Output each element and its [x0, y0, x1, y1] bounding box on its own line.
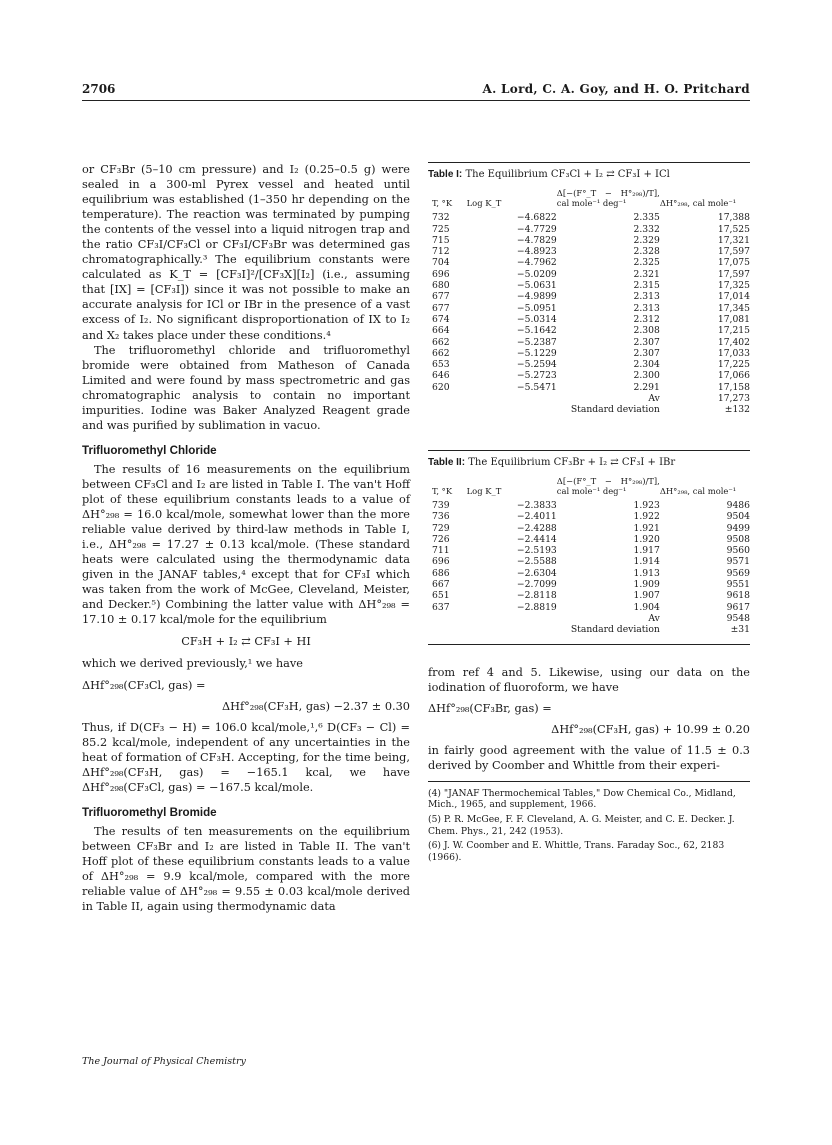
section-heading-bromide: Trifluoromethyl Bromide — [82, 805, 217, 819]
table-row — [428, 590, 750, 601]
table-cell: 1.914 — [633, 556, 660, 568]
reference-item: (5) P. R. McGee, F. F. Cleveland, A. G. Meister, and C. E. Decker. J. Chem. Phys., 21, 242 (1953). — [428, 813, 735, 837]
table-cell: 677 — [432, 302, 450, 314]
paragraph: from ref 4 and 5. Likewise, using our data on the iodination of fluoroform, we have — [428, 665, 750, 694]
equation-line: ΔHf°₂₉₈(CF₃H, gas) −2.37 ± 0.30 — [221, 699, 410, 713]
table-cell: 664 — [432, 325, 450, 337]
table-row — [428, 314, 750, 325]
table-cell: 17,158 — [717, 381, 750, 393]
table-cell: 2.291 — [633, 381, 660, 393]
table-cell: 17,321 — [717, 234, 750, 246]
table-cell: −4.6822 — [516, 212, 557, 224]
references — [428, 788, 750, 864]
table-cell: 2.307 — [633, 336, 660, 348]
table-cell: 17,325 — [717, 280, 750, 292]
column-header: Δ[−(F°_T − H°₂₉₈)/T], cal mole⁻¹ deg⁻¹ — [556, 188, 660, 209]
column-header: Log K_T — [466, 198, 502, 209]
table-cell: −2.3833 — [516, 499, 557, 511]
column-header: ΔH°₂₉₈, cal mole⁻¹ — [659, 198, 737, 209]
table-cell: 17,345 — [717, 302, 750, 314]
table-cell: 696 — [432, 268, 450, 280]
table-cell: 17,081 — [717, 313, 750, 325]
table-row — [428, 235, 750, 246]
paragraph: or CF₃Br (5–10 cm pressure) and I₂ (0.25–0.5 g) were sealed in a 300-ml Pyrex vessel and heated until equilibrium was established (1–350 hr depending on the temperature). The reaction was terminated by pumping the contents of the vessel into a liquid nitrogen trap and the ratio CF₃I/CF₃Cl or CF₃I/CF₃Br was determined gas chromatographically.³ The equilibrium constants were calculated as K_T = [CF₃I]²/[CF₃X][I₂] (i.e., assuming that [IX] = [CF₃I]) since it was not possible to make an accurate analysis for ICl or IBr in the presence of a vast excess of I₂. No significant disproportionation of IX to I₂ and X₂ takes place under these conditions.⁴ — [82, 163, 410, 342]
table-row — [428, 556, 750, 567]
table-row — [428, 579, 750, 590]
table-cell: 712 — [432, 246, 450, 258]
table-rule — [428, 450, 750, 451]
table-cell: −5.1229 — [516, 347, 557, 359]
table-1 — [428, 162, 750, 416]
references-rule — [428, 781, 750, 782]
table-cell: 17,525 — [717, 223, 750, 235]
table-cell: 17,066 — [717, 370, 750, 382]
table-cell: 2.304 — [633, 359, 660, 371]
table-cell: 1.922 — [633, 511, 660, 523]
table-cell: 2.307 — [633, 347, 660, 359]
table-cell: 2.313 — [633, 302, 660, 314]
table-label: Table I: — [428, 169, 463, 180]
table-cell: −4.7829 — [516, 234, 557, 246]
equation-line: ΔHf°₂₉₈(CF₃H, gas) + 10.99 ± 0.20 — [551, 722, 750, 736]
table-row — [428, 337, 750, 348]
table-caption — [428, 457, 750, 468]
table-cell: 9499 — [726, 522, 750, 534]
table-cell: 726 — [432, 533, 450, 545]
table-cell: 680 — [432, 280, 450, 292]
table-row — [428, 348, 750, 359]
table-cell: 667 — [432, 579, 450, 591]
table-cell: 686 — [432, 567, 450, 579]
table-cell: −5.1642 — [516, 325, 557, 337]
table-cell: 2.315 — [633, 280, 660, 292]
stddev-label: Standard deviation — [570, 404, 660, 416]
table-cell: 9618 — [726, 590, 750, 602]
table-cell: 646 — [432, 370, 450, 382]
table-cell: 739 — [432, 499, 450, 511]
table-cell: 9504 — [726, 511, 750, 523]
average-label: Av — [648, 393, 660, 405]
table-title: The Equilibrium CF₃Br + I₂ ⇄ CF₃I + IBr — [468, 456, 676, 468]
table-cell: 736 — [432, 511, 450, 523]
table-cell: 2.321 — [633, 268, 660, 280]
table-cell: 1.917 — [633, 545, 660, 557]
table-cell: −4.8923 — [516, 246, 557, 258]
table-row — [428, 545, 750, 556]
table-cell: 677 — [432, 291, 450, 303]
stddev-value: ±132 — [724, 404, 750, 416]
table-row — [428, 246, 750, 257]
equation-line: ΔHf°₂₉₈(CF₃Cl, gas) = — [82, 678, 206, 692]
table-cell: 711 — [432, 545, 450, 557]
table-cell: −5.2387 — [516, 336, 557, 348]
table-cell: 9571 — [726, 556, 750, 568]
table-cell: 1.913 — [633, 567, 660, 579]
paragraph: in fairly good agreement with the value of 11.5 ± 0.3 derived by Coomber and Whittle from their experi- — [428, 743, 750, 772]
table-row — [428, 568, 750, 579]
table-cell: −5.2594 — [516, 359, 557, 371]
table-row — [428, 511, 750, 522]
table-cell: 17,402 — [717, 336, 750, 348]
table-cell: −2.4288 — [516, 522, 557, 534]
table-cell: −5.0209 — [516, 268, 557, 280]
reference-item: (4) "JANAF Thermochemical Tables," Dow Chemical Co., Midland, Mich., 1965, and supplement, 1966. — [428, 787, 736, 811]
paragraph: The trifluoromethyl chloride and trifluoromethyl bromide were obtained from Matheson of Canada Limited and were found by mass spectrometric and gas chromatographic analysis to contain no important impurities. Iodine was Baker Analyzed Reagent grade and was purified by sublimation in vacuo. — [82, 343, 410, 432]
table-cell: 662 — [432, 336, 450, 348]
running-head: A. Lord, C. A. Goy, and H. O. Pritchard — [482, 82, 750, 96]
column-header: T, °K — [432, 198, 453, 209]
column-header: T, °K — [432, 485, 453, 496]
table-cell: −2.4414 — [516, 533, 557, 545]
table-cell: −2.4011 — [516, 511, 557, 523]
column-header: ΔH°₂₉₈, cal mole⁻¹ — [659, 485, 737, 496]
table-row — [428, 325, 750, 336]
table-row — [428, 224, 750, 235]
table-cell: 17,075 — [717, 257, 750, 269]
table-row — [428, 500, 750, 511]
stddev-label: Standard deviation — [570, 624, 660, 636]
table-cell: 704 — [432, 257, 450, 269]
table-cell: 9551 — [726, 579, 750, 591]
table-cell: 674 — [432, 313, 450, 325]
table-cell: 620 — [432, 381, 450, 393]
column-header: Log K_T — [466, 485, 502, 496]
table-cell: 725 — [432, 223, 450, 235]
table-cell: 9486 — [726, 499, 750, 511]
table-cell: 637 — [432, 601, 450, 613]
table-cell: 2.328 — [633, 246, 660, 258]
table-cell: −2.6304 — [516, 567, 557, 579]
column-header: Δ[−(F°_T − H°₂₉₈)/T], cal mole⁻¹ deg⁻¹ — [556, 475, 660, 496]
table-cell: 9508 — [726, 533, 750, 545]
table-row — [428, 534, 750, 545]
equation: CF₃H + I₂ ⇄ CF₃I + HI — [181, 635, 311, 649]
average-value: 17,273 — [717, 393, 750, 405]
table-row — [428, 382, 750, 393]
table-cell: −5.5471 — [516, 381, 557, 393]
table-caption — [428, 169, 750, 180]
stddev-value: ±31 — [730, 624, 750, 636]
average-label: Av — [648, 612, 660, 624]
table-row — [428, 370, 750, 381]
table-cell: 1.907 — [633, 590, 660, 602]
table-cell: 729 — [432, 522, 450, 534]
table-row — [428, 303, 750, 314]
page-number: 2706 — [82, 82, 116, 96]
table-cell: 2.300 — [633, 370, 660, 382]
table-cell: 2.335 — [633, 212, 660, 224]
table-cell: 2.332 — [633, 223, 660, 235]
table-2 — [428, 450, 750, 645]
table-cell: 651 — [432, 590, 450, 602]
table-cell: 696 — [432, 556, 450, 568]
data-table — [428, 476, 750, 636]
table-cell: −5.0314 — [516, 313, 557, 325]
journal-footer: The Journal of Physical Chemistry — [82, 1056, 246, 1067]
header-rule — [82, 100, 750, 101]
table-row — [428, 280, 750, 291]
table-cell: −5.0631 — [516, 280, 557, 292]
table-cell: −5.0951 — [516, 302, 557, 314]
table-row — [428, 523, 750, 534]
table-row — [428, 257, 750, 268]
table-rule — [428, 162, 750, 163]
left-column — [82, 162, 410, 914]
table-cell: 2.308 — [633, 325, 660, 337]
table-cell: 17,388 — [717, 212, 750, 224]
table-cell: 2.329 — [633, 234, 660, 246]
reference-item: (6) J. W. Coomber and E. Whittle, Trans. Faraday Soc., 62, 2183 (1966). — [428, 840, 725, 863]
average-value: 9548 — [726, 612, 750, 624]
table-row — [428, 359, 750, 370]
table-cell: 1.920 — [633, 533, 660, 545]
table-cell: −4.7729 — [516, 223, 557, 235]
table-cell: 1.904 — [633, 601, 660, 613]
table-cell: −2.8819 — [516, 601, 557, 613]
table-cell: 17,597 — [717, 246, 750, 258]
table-cell: 653 — [432, 359, 450, 371]
table-cell: 17,225 — [717, 359, 750, 371]
table-cell: 9569 — [726, 567, 750, 579]
table-cell: 17,014 — [717, 291, 750, 303]
table-cell: −2.5588 — [516, 556, 557, 568]
table-row — [428, 602, 750, 613]
paragraph: The results of ten measurements on the equilibrium between CF₃Br and I₂ are listed in Table II. The van't Hoff plot of these equilibrium constants leads to a value of ΔH°₂₉₈ = 9.9 kcal/mole, compared with the more reliable value of ΔH°₂₉₈ = 9.55 ± 0.03 kcal/mole derived in Table II, again using thermodynamic data — [82, 824, 410, 914]
table-cell: 2.313 — [633, 291, 660, 303]
table-cell: 17,033 — [717, 347, 750, 359]
table-cell: 2.325 — [633, 257, 660, 269]
table-cell: 1.921 — [633, 522, 660, 534]
paragraph: The results of 16 measurements on the equilibrium between CF₃Cl and I₂ are listed in Table I. The van't Hoff plot of these equilibrium constants leads to a value of ΔH°₂₉₈ = 16.0 kcal/mole, somewhat lower than the more reliable value derived by third-law methods in Table I, i.e., ΔH°₂₉₈ = 17.27 ± 0.13 kcal/mole. (These standard heats were calculated using the thermodynamic data given in the JANAF tables,⁴ except that for CF₃I which was taken from the work of McGee, Cleveland, Meister, and Decker.⁵) Combining the latter value with ΔH°₂₉₈ = 17.10 ± 0.17 kcal/mole for the equilibrium — [82, 462, 410, 627]
table-cell: 715 — [432, 234, 450, 246]
table-cell: 2.312 — [633, 313, 660, 325]
paragraph: which we derived previously,¹ we have — [82, 657, 303, 671]
paragraph: Thus, if D(CF₃ − H) = 106.0 kcal/mole,¹,⁶ D(CF₃ − Cl) = 85.2 kcal/mole, independent of any uncertainties in the heat of formation of CF₃H. Accepting, for the time being, ΔHf°₂₉₈(CF₃H, gas) = −165.1 kcal, we have ΔHf°₂₉₈(CF₃Cl, gas) = −167.5 kcal/mole. — [82, 720, 410, 794]
equation-line: ΔHf°₂₉₈(CF₃Br, gas) = — [428, 701, 552, 715]
table-cell: 17,597 — [717, 268, 750, 280]
table-row — [428, 269, 750, 280]
table-row — [428, 291, 750, 302]
table-cell: −4.9899 — [516, 291, 557, 303]
table-cell: 662 — [432, 347, 450, 359]
table-cell: 1.909 — [633, 579, 660, 591]
table-cell: 9617 — [726, 601, 750, 613]
table-cell: −5.2723 — [516, 370, 557, 382]
table-label: Table II: — [428, 456, 466, 468]
table-title: The Equilibrium CF₃Cl + I₂ ⇄ CF₃I + ICl — [465, 169, 670, 180]
table-cell: 9560 — [726, 545, 750, 557]
section-heading-chloride: Trifluoromethyl Chloride — [82, 443, 217, 457]
table-cell: −4.7962 — [516, 257, 557, 269]
table-cell: 1.923 — [633, 499, 660, 511]
table-row — [428, 212, 750, 223]
table-cell: 17,215 — [717, 325, 750, 337]
right-column — [428, 162, 750, 866]
table-cell: 732 — [432, 212, 450, 224]
data-table — [428, 188, 750, 415]
table-cell: −2.7099 — [516, 579, 557, 591]
table-cell: −2.8118 — [516, 590, 557, 602]
table-cell: −2.5193 — [516, 545, 557, 557]
